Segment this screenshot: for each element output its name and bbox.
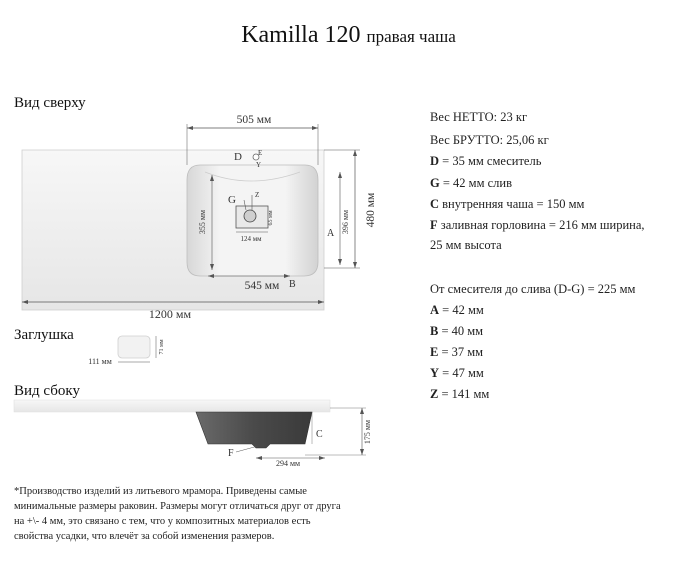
label-g: G [228,194,236,206]
label-e: E [258,149,263,157]
top-view-label: Вид сверху [14,95,86,111]
spec-b: B = 40 мм [430,324,484,338]
dim-total-width: 1200 мм [148,307,192,321]
dim-side-bowl: 294 мм [275,459,301,468]
plug-drawing [88,336,165,366]
side-view-label: Вид сбоку [14,383,80,399]
drain-hole [244,210,256,222]
dim-side-height: 175 мм [363,419,372,445]
dim-total-depth: 480 мм [365,192,377,228]
footnote-line: минимальные размеры раковин. Размеры могут отличаться друг от друга [14,501,341,512]
spec-c: C внутренняя чаша = 150 мм [430,197,585,211]
footnote-line: свойства усадки, что влечёт за собой изменения размеров. [14,531,275,542]
dim-plug-height: 71 мм [159,339,165,355]
footnote-line: на +\- 4 мм, это связано с тем, что у композитных материалов есть [14,516,311,527]
title-sub: правая чаша [366,27,456,46]
spec-gross-weight: Вес БРУТТО: 25,06 кг [430,133,549,147]
dim-plug-length: 111 мм [88,357,112,366]
plug-body [118,336,150,358]
dim-inner-depth-right: 396 мм [341,209,350,235]
spec-distance: От смесителя до слива (D-G) = 225 мм [430,282,636,296]
side-bowl [196,412,312,448]
plug-label: Заглушка [14,327,74,343]
label-a: A [327,228,335,239]
spec-e: E = 37 мм [430,345,484,359]
side-slab [14,400,330,412]
dim-inner-depth-left: 355 мм [198,209,207,235]
dim-bowl-bottom: 545 мм [244,280,280,292]
spec-net-weight: Вес НЕТТО: 23 кг [430,110,528,124]
label-b: B [289,279,296,290]
dim-bowl-width: 505 мм [236,114,272,126]
spec-a: A = 42 мм [430,303,484,317]
footnote [14,484,341,544]
spec-d: D = 35 мм смеситель [430,154,542,168]
spec-y: Y = 47 мм [430,366,484,380]
footnote-line: *Производство изделий из литьевого мрамора. Приведены самые [14,486,307,497]
label-d: D [234,151,242,163]
label-c: C [316,429,323,440]
spec-f-height: 25 мм высота [430,238,502,252]
spec-g: G = 42 мм слив [430,176,512,190]
spec-z: Z = 141 мм [430,387,490,401]
label-z: Z [255,191,260,199]
dim-drain-offset: 124 мм [240,235,262,243]
title-main: Kamilla 120 [241,22,361,48]
dim-drain-small: 65 мм [268,210,274,226]
top-view-drawing [22,114,377,321]
side-view-drawing [14,400,372,468]
spec-f: F заливная горловина = 216 мм ширина, [430,218,645,232]
label-y: Y [256,161,262,169]
label-f: F [228,448,234,459]
